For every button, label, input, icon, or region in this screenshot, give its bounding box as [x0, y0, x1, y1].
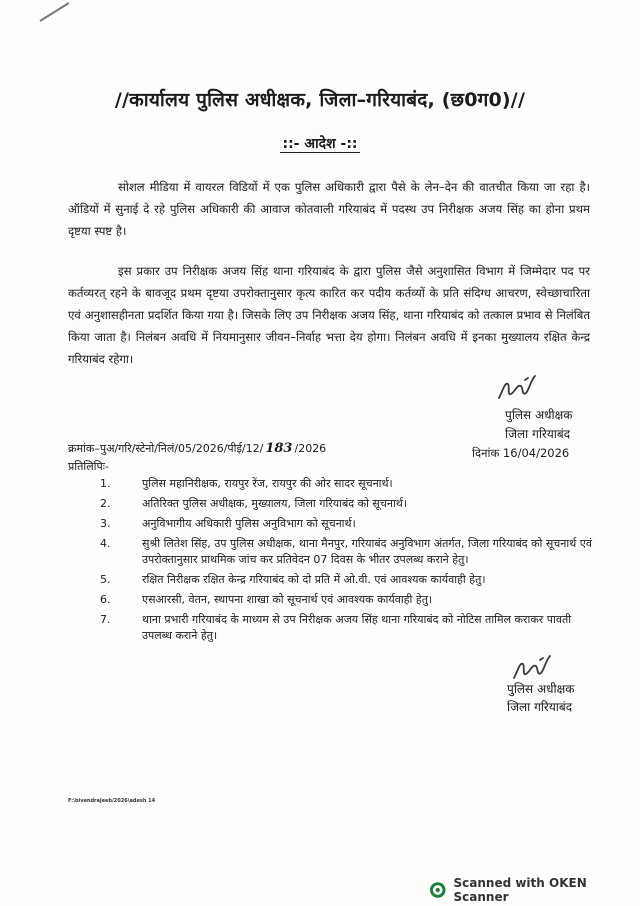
order-heading	[0, 134, 640, 153]
list-item-number: 1.	[100, 477, 111, 490]
scanner-logo-icon	[430, 882, 446, 898]
file-path-footer: F:\bivendrajeeb/2026\adesh 14	[68, 798, 156, 804]
reference-prefix: क्रमांक–पुअ/गरि/स्टेनो/निलं/05/2026/पीई/12/	[68, 442, 264, 455]
list-item-number: 7.	[100, 613, 111, 626]
list-item	[100, 612, 600, 644]
list-item-text: पुलिस महानिरीक्षक, रायपुर रेंज, रायपुर की ओर सादर सूचनार्थ।	[142, 477, 393, 490]
list-item-number: 2.	[100, 497, 111, 510]
list-item	[100, 536, 600, 568]
signature-2-place: जिला गरियाबंद	[507, 700, 573, 714]
list-item-number: 5.	[100, 573, 111, 586]
reference-number	[68, 441, 326, 456]
scanner-watermark	[430, 876, 640, 904]
list-item-text: अनुविभागीय अधिकारी पुलिस अनुविभाग को सूचनार्थ।	[142, 517, 356, 530]
list-item	[100, 516, 600, 532]
signature-1	[495, 372, 539, 404]
body-paragraph-2: इस प्रकार उप निरीक्षक अजय सिंह थाना गरियाबंद के द्वारा पुलिस जैसे अनुशासित विभाग में जिम्मेदार पद पर कर्तव्यरत् रहने के बावजूद प्रथम दृष्टया उपरोक्तानुसार कृत्य कारित कर पदीय कर्तव्यों के प्रति संदिग्ध आचरण, स्वेच्छाचारिता एवं अनुशासहीनता प्रदर्शित किया गया है। जिसके लिए उप निरीक्षक अजय सिंह, थाना गरियाबंद को तत्काल प्रभाव से निलंबित किया जाता है। निलंबन अवधि में नियमानुसार जीवन–निर्वाह भत्ता देय होगा। निलंबन अवधि में इनका मुख्यालय रक्षित केन्द्र गरियाबंद रहेगा।	[68, 264, 590, 366]
list-item-text: रक्षित निरीक्षक रक्षित केन्द्र गरियाबंद को दो प्रति में ओ.वी. एवं आवश्यक कार्यवाही हेतु।	[142, 573, 486, 586]
list-item	[100, 572, 600, 588]
copy-list	[100, 476, 600, 648]
reference-suffix: /2026	[294, 442, 327, 455]
pen-mark	[39, 2, 69, 22]
list-item	[100, 476, 600, 492]
signature-1-place: जिला गरियाबंद	[505, 427, 571, 441]
scanner-label: Scanned with OKEN Scanner	[453, 876, 587, 904]
signature-2-title: पुलिस अधीक्षक	[507, 682, 575, 696]
list-item	[100, 592, 600, 608]
signature-1-title: पुलिस अधीक्षक	[505, 408, 573, 422]
list-item-text: सुश्री लितेश सिंह, उप पुलिस अधीक्षक, थाना मैनपुर, गरियाबंद अनुविभाग अंतर्गत, जिला गरियाबंद को सूचनार्थ एवं उपरोक्तानुसार प्राथमिक जांच कर प्रतिवेदन 07 दिवस के भीतर उपलब्ध कराने हेतु।	[142, 537, 592, 566]
list-item-number: 3.	[100, 517, 111, 530]
list-item-number: 6.	[100, 593, 111, 606]
copy-label: प्रतिलिपिः-	[68, 460, 109, 473]
list-item-text: थाना प्रभारी गरियाबंद के माध्यम से उप निरीक्षक अजय सिंह थाना गरियाबंद को नोटिस तामिल कराकर पावती उपलब्ध कराने हेतु।	[142, 613, 572, 642]
list-item-number: 4.	[100, 537, 111, 550]
list-item	[100, 496, 600, 512]
order-date: दिनांक 16/04/2026	[472, 446, 570, 460]
reference-handwritten-number: 183	[265, 441, 293, 456]
order-heading-text: ::- आदेश -::	[282, 136, 358, 152]
office-header: //कार्यालय पुलिस अधीक्षक, जिला–गरियाबंद, (छ0ग0)//	[114, 89, 526, 111]
list-item-text: अतिरिक्त पुलिस अधीक्षक, मुख्यालय, जिला गरियाबंद को सूचनार्थ।	[142, 497, 408, 510]
list-item-text: एसआरसी, वेतन, स्थापना शाखा को सूचनार्थ एवं आवश्यक कार्यवाही हेतु।	[142, 593, 433, 606]
body-paragraph-1: सोशल मीडिया में वायरल विडियों में एक पुलिस अधिकारी द्वारा पैसे के लेन–देन की वातचीत किया जा रहा है। ऑडियों में सुनाई दे रहे पुलिस अधिकारी की आवाज कोतवाली गरियाबंद में पदस्थ उप निरीक्षक अजय सिंह का होना प्रथम दृष्टया स्पष्ट है।	[68, 180, 590, 238]
